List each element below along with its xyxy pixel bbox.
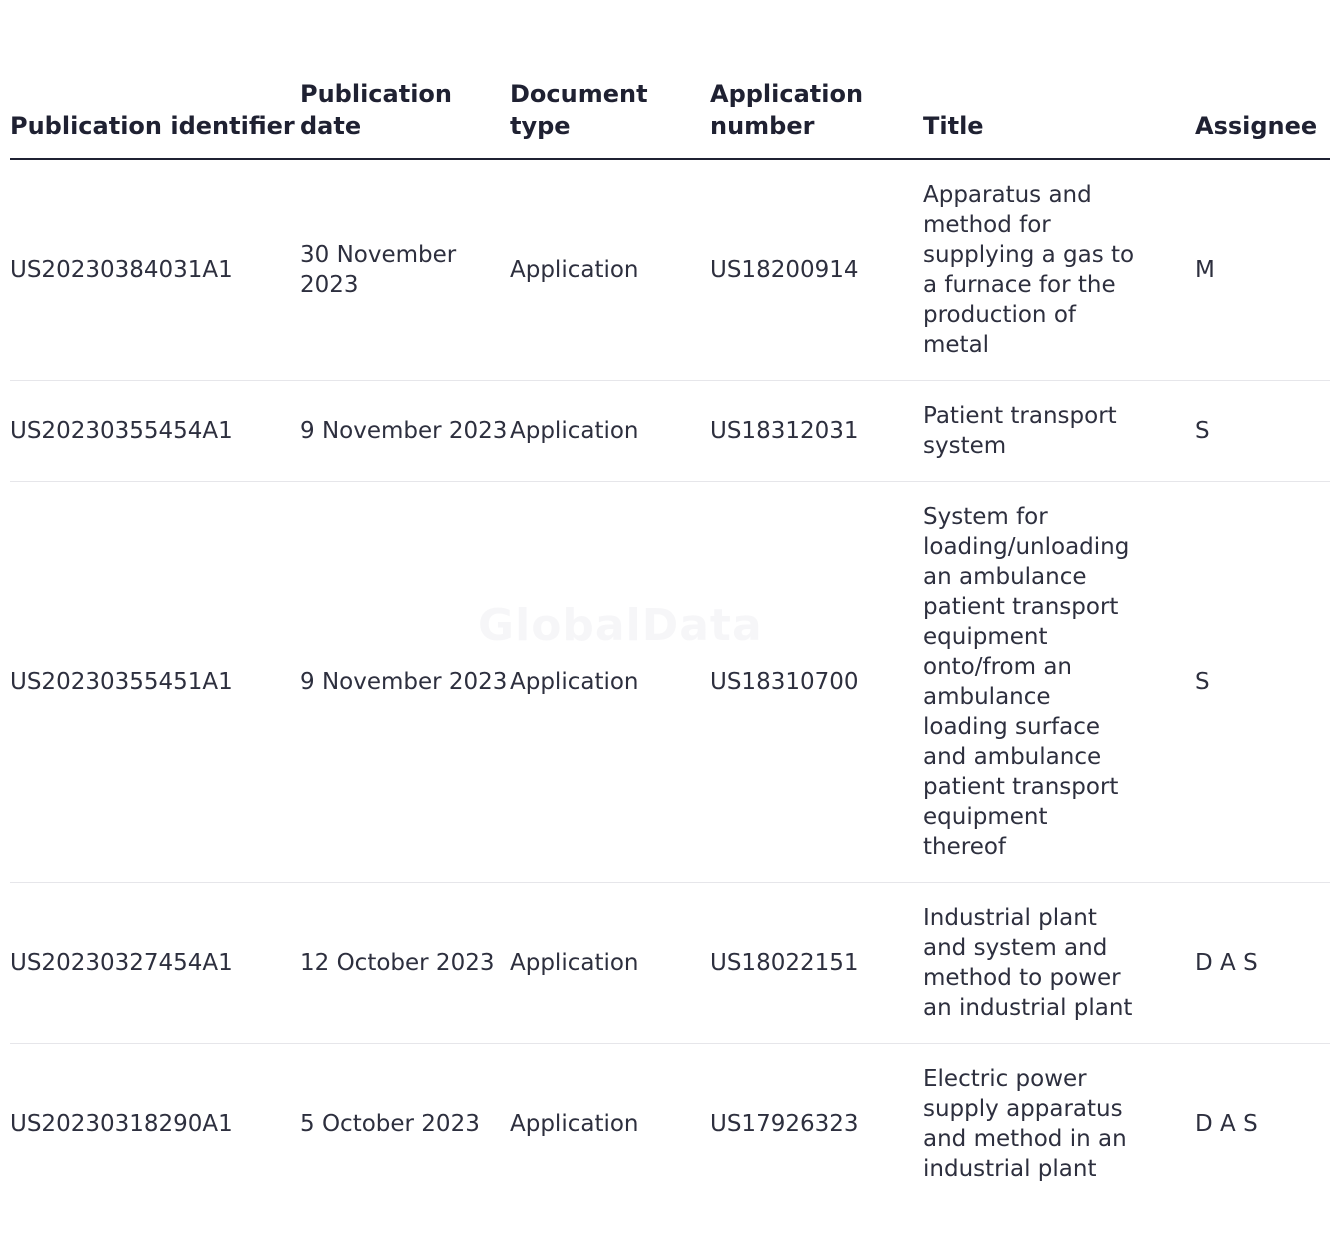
table-row [10,482,1330,883]
header-publication-date[interactable]: Publication date [300,78,510,159]
cell-title: Apparatus and method for supplying a gas to a furnace for the production of metal [923,159,1195,381]
cell-assignee: S [1195,381,1330,482]
cell-document-type: Application [510,381,710,482]
watermark-logo: GlobalData [478,600,763,651]
cell-publication-date: 9 November 2023 [300,381,510,482]
cell-title: Electric power supply apparatus and method in an industrial plant [923,1066,1127,1182]
cell-publication-date: 30 November 2023 [300,159,510,381]
cell-publication-identifier: US20230318290A1 [10,1111,233,1137]
cell-title: Industrial plant and system and method to power an industrial plant [923,883,1195,1044]
header-title[interactable]: Title [923,78,1195,159]
cell-assignee: M [1195,159,1330,381]
cell-title: Patient transport system [923,381,1195,482]
cell-publication-date: 9 November 2023 [300,482,510,883]
cell-application-number: US17926323 [710,1111,859,1137]
cell-assignee: S [1195,482,1330,883]
cell-publication-date: 5 October 2023 [300,1111,480,1137]
cell-assignee: D A S [1195,883,1330,1044]
table-row [10,1044,1330,1205]
header-publication-identifier[interactable]: Publication identifier [10,78,300,159]
header-application-number[interactable]: Application number [710,78,923,159]
patents-table [10,78,1330,1204]
cell-publication-identifier: US20230355451A1 [10,482,300,883]
table-header-row [10,78,1330,159]
cell-application-number: US18022151 [710,883,923,1044]
cell-assignee: D A S [1195,1111,1258,1137]
cell-application-number: US18310700 [710,482,923,883]
cell-publication-identifier: US20230384031A1 [10,159,300,381]
cell-document-type: Application [510,883,710,1044]
patents-table-container [10,78,1318,1204]
header-document-type[interactable]: Document type [510,78,710,159]
cell-publication-identifier: US20230355454A1 [10,381,300,482]
cell-application-number: US18200914 [710,159,923,381]
table-row [10,381,1330,482]
table-row [10,159,1330,381]
cell-application-number: US18312031 [710,381,923,482]
header-assignee[interactable]: Assignee [1195,78,1330,159]
table-row [10,883,1330,1044]
cell-publication-date: 12 October 2023 [300,883,510,1044]
cell-title: System for loading/unloading an ambulance patient transport equipment onto/from an ambulance loading surface and ambulance patient transport equipment thereof [923,482,1195,883]
cell-document-type: Application [510,1111,639,1137]
cell-publication-identifier: US20230327454A1 [10,883,300,1044]
cell-document-type: Application [510,159,710,381]
cell-document-type: Application [510,482,710,883]
